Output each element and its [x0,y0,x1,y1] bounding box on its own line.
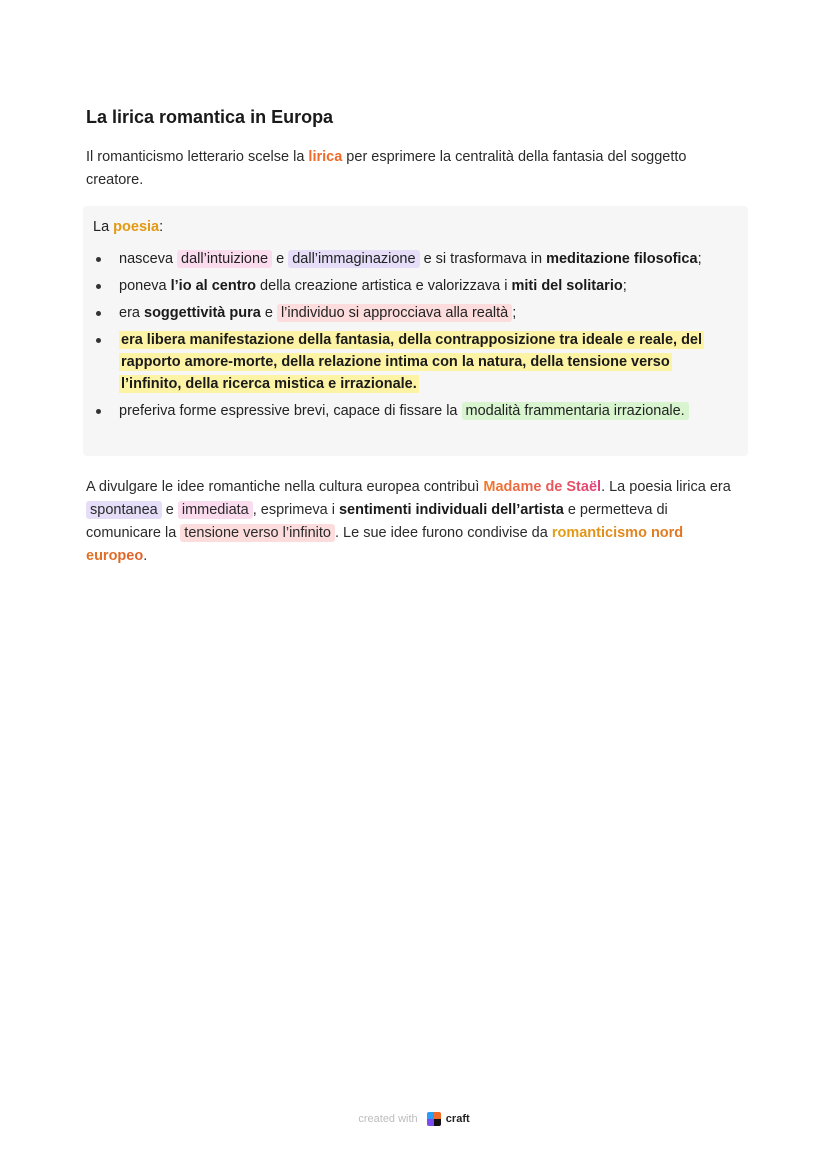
madame-de-stael-highlight: Madame de Staël [483,479,602,495]
list-item: nasceva dall’intuizione e dall’immaginazione e si trasformava in meditazione filosofica; [93,248,733,270]
bullet-dot-icon [96,257,101,262]
bullet-dot-icon [96,338,101,343]
lirica-highlight: lirica [308,149,343,165]
poesia-callout [83,206,748,456]
list-item: era libera manifestazione della fantasia, della contrapposizione tra ideale e reale, del rapporto amore-morte, della relazione intima con la natura, della tensione verso l’infinito, della ricerca mistica e irrazionale. [93,329,733,395]
list-item: era soggettività pura e l’individuo si approcciava alla realtà ; [93,302,733,324]
created-with-label: created with [358,1112,418,1125]
craft-logo-icon [427,1112,441,1126]
stael-paragraph: A divulgare le idee romantiche nella cultura europea contribuì Madame de Staël. La poesia lirica era spontanea e immediata , esprimeva i sentimenti individuali dell’artista e permetteva di comunicare la tensione verso l’infinito . Le sue idee furono condivise da romanticismo nord europeo. [86,479,731,564]
romanticismo-highlight: romanticismo nord europeo [86,525,684,564]
callout-heading: La poesia: [93,219,164,235]
list-item: poneva l’io al centro della creazione artistica e valorizzava i miti del solitario; [93,275,733,297]
footer [0,1112,828,1126]
intro-paragraph: Il romanticismo letterario scelse la lirica per esprimere la centralità della fantasia del soggetto creatore. [86,149,687,188]
list-item: preferiva forme espressive brevi, capace di fissare la modalità frammentaria irrazionale. [93,400,733,422]
bullet-dot-icon [96,409,101,414]
bullet-dot-icon [96,311,101,316]
craft-brand-label: craft [445,1112,470,1125]
poesia-bullet-list [93,248,733,427]
page-title: La lirica romantica in Europa [86,107,334,127]
bullet-dot-icon [96,284,101,289]
